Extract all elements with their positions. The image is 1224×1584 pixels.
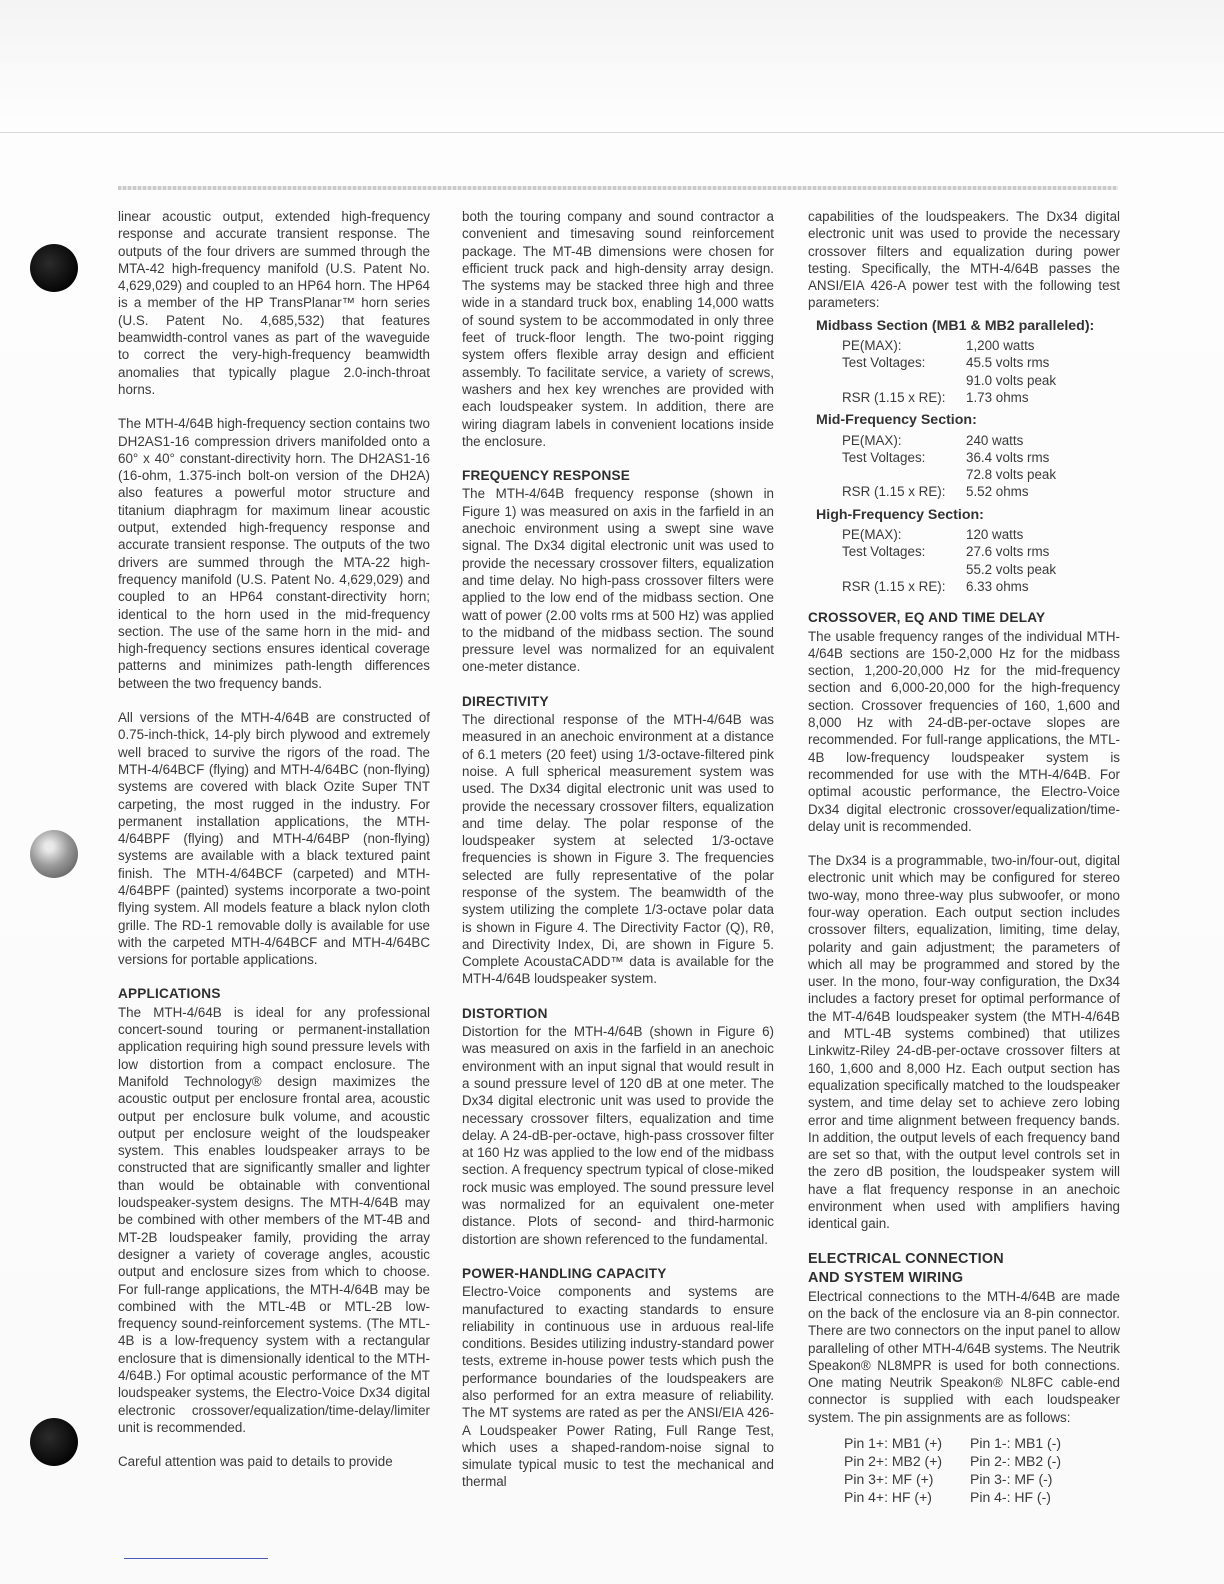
- paragraph: Distortion for the MTH-4/64B (shown in Figure 6) was measured on axis in the farfield in an anechoic environment with an input signal that would result in a sound pressure level of 120 dB at one meter. The Dx34 digital electronic unit was used to provide the necessary crossover filters, equalization and time delay. A 24-dB-per-octave, high-pass crossover filter at 160 Hz was applied to the low end of the midbass section. A frequency spectrum typical of close-miked rock music was employed. The sound pressure level was normalized for an equivalent one-meter distance. Plots of second- and third-harmonic distortion are shown referenced to the fundamental.: [462, 1024, 774, 1247]
- paragraph: capabilities of the loudspeakers. The Dx34 digital electronic unit was used to provide the necessary crossover filters and equalization during power testing. Specifically, the MTH-4/64B passes the ANSI/EIA 426-A power test with the following test parameters:: [808, 209, 1120, 311]
- spec-table-high: [808, 526, 1120, 595]
- spec-label: Test Voltages:: [842, 355, 926, 371]
- pin-cell: Pin 3-: MF (-): [970, 1471, 1053, 1487]
- paragraph: Electro-Voice components and systems are manufactured to exacting standards to ensure reliability in continuous use in arduous real-life conditions. Besides utilizing industry-standard power tests, extreme in-house power tests which push the performance boundaries of the loudspeakers are also performed for an extra measure of reliability. The MT systems are rated as per the ANSI/EIA 426-A Loudspeaker Power Rating, Full Range Test, which uses a shaped-random-noise signal to simulate typical music to test the mechanical and thermal: [462, 1284, 774, 1490]
- spec-value: 120 watts: [966, 527, 1024, 543]
- punch-hole-bottom: [30, 1418, 78, 1466]
- spec-value: 72.8 volts peak: [966, 467, 1057, 483]
- spec-value: 5.52 ohms: [966, 484, 1029, 500]
- punch-hole-top: [30, 244, 78, 292]
- pin-assignments: [844, 1434, 1120, 1505]
- spec-table-midbass: [808, 337, 1120, 406]
- paragraph: The MTH-4/64B is ideal for any professional concert-sound touring or permanent-installation application requiring high sound pressure levels with low distortion from a compact enclosure. The Manifold Technology® design maximizes the acoustic output per enclosure frontal area, acoustic output per enclosure bulk volume, and acoustic output per enclosure weight of the loudspeaker system. This enables loudspeaker arrays to be constructed that are significantly smaller and lighter than would be obtainable with conventional loudspeaker-system designs. The MTH-4/64B may be combined with other members of the MT-4B and MT-2B loudspeaker family, providing the array designer a variety of coverage angles, acoustic output and enclosure sizes from which to choose. For full-range applications, the MTH-4/64B may be combined with the MTL-4B or MTL-2B low-frequency sound-reinforcement systems. (The MTL-4B is a low-frequency system with a rectangular enclosure that is dimensionally identical to the MTH-4/64B.) For optimal acoustic performance of the MT loudspeaker systems, the Electro-Voice Dx34 digital electronic crossover/equalization/time-delay/limiter unit is recommended.: [118, 1004, 430, 1435]
- spec-value: 55.2 volts peak: [966, 561, 1057, 577]
- spec-title-high: High-Frequency Section:: [816, 506, 984, 523]
- paragraph: The directional response of the MTH-4/64B was measured in an anechoic environment at a distance of 6.1 meters (20 feet) using 1/3-octave-filtered pink noise. A full spherical measurement system was used. The Dx34 digital electronic unit was used to provide the necessary crossover filters, equalization and time delay. The polar response of the loudspeaker system at selected 1/3-octave frequencies is shown in Figure 3. The frequencies selected are fully representative of the polar response of the system. The beamwidth of the system utilizing the complete 1/3-octave polar data is shown in Figure 4. The Directivity Factor (Q), Rθ, and Directivity Index, Di, are shown in Figure 5. Complete AcoustaCADD™ data is available for the MTH-4/64B loudspeaker system.: [462, 712, 774, 987]
- column-2: [462, 208, 774, 1508]
- spec-value: 91.0 volts peak: [966, 372, 1057, 388]
- pin-cell: Pin 2+: MB2 (+): [844, 1453, 943, 1469]
- pin-cell: Pin 2-: MB2 (-): [970, 1453, 1062, 1469]
- pin-cell: Pin 4+: HF (+): [844, 1489, 932, 1505]
- paragraph: The MTH-4/64B frequency response (shown in Figure 1) was measured on axis in the farfield in an anechoic environment using a swept sine wave signal. The Dx34 digital electronic unit was used to provide the necessary crossover filters, equalization and time delay. No high-pass crossover filters were applied to the low end of the midbass section. One watt of power (2.00 volts rms at 500 Hz) was applied to the midband of the midbass section. The sound pressure level was normalized for an equivalent one-meter distance.: [462, 486, 774, 675]
- section-heading-crossover: CROSSOVER, EQ AND TIME DELAY: [808, 610, 1046, 626]
- spec-title-midbass: Midbass Section (MB1 & MB2 paralleled):: [816, 317, 1095, 334]
- spec-value: 45.5 volts rms: [966, 355, 1050, 371]
- paragraph: Careful attention was paid to details to provide: [118, 1454, 393, 1470]
- paragraph: The Dx34 is a programmable, two-in/four-out, digital electronic unit which may be configured for stereo two-way, mono three-way plus subwoofer, or mono four-way operation. Each output section includes crossover filters, equalization, limiting, time delay, polarity and gain adjustment; the parameters of which all may be programmed and stored by the user. In the mono, four-way configuration, the Dx34 includes a factory preset for optimal performance of the MT-4/64B loudspeaker system (the MTH-4/64B and MTL-4B systems combined) that utilizes Linkwitz-Riley 24-dB-per-octave crossover filters at 160, 1,600 and 8,000 Hz. Each output section has equalization specifically matched to the loudspeaker system, and time delay set to achieve zero lobing error and time alignment between frequency bands. In addition, the output levels of each frequency band are set so that, with the output level controls set in the zero dB position, the loudspeaker system will have a flat frequency response in an anechoic environment when used with amplifiers having identical gain.: [808, 853, 1120, 1232]
- paragraph: Electrical connections to the MTH-4/64B are made on the back of the enclosure via an 8-pin connector. There are two connectors on the input panel to allow paralleling of other MTH-4/64B systems. The Neutrik Speakon® NL8MPR is used for both connections. One mating Neutrik Speakon® NL8FC cable-end connector is supplied with each loudspeaker system. The pin assignments are as follows:: [808, 1288, 1120, 1425]
- pin-cell: Pin 4-: HF (-): [970, 1489, 1051, 1505]
- section-heading-directivity: DIRECTIVITY: [462, 693, 549, 709]
- spec-label: PE(MAX):: [842, 527, 902, 543]
- header-rule: [118, 186, 1118, 190]
- column-1: [118, 208, 430, 1487]
- spec-label: RSR (1.15 x RE):: [842, 484, 946, 500]
- section-heading-distortion: DISTORTION: [462, 1005, 548, 1021]
- spec-label: PE(MAX):: [842, 338, 902, 354]
- spec-label: RSR (1.15 x RE):: [842, 578, 946, 594]
- pin-cell: Pin 3+: MF (+): [844, 1471, 934, 1487]
- pin-row: [844, 1470, 1120, 1488]
- spec-value: 240 watts: [966, 432, 1024, 448]
- spec-value: 1.73 ohms: [966, 389, 1029, 405]
- bottom-rule: [124, 1558, 268, 1559]
- punch-hole-middle: [30, 830, 78, 878]
- section-heading-power-handling: POWER-HANDLING CAPACITY: [462, 1265, 667, 1281]
- pin-cell: Pin 1+: MB1 (+): [844, 1435, 943, 1451]
- spec-value: 1,200 watts: [966, 338, 1035, 354]
- spec-value: 27.6 volts rms: [966, 544, 1050, 560]
- paragraph: both the touring company and sound contractor a convenient and timesaving sound reinforcement package. The MT-4B dimensions were chosen for efficient truck pack and high-density array design. The systems may be stacked three high and three wide in a standard truck box, enabling 14,000 watts of sound system to be accommodated in only three feet of truck-floor length. The two-point rigging system offers flexible array design and efficient assembly. To facilitate service, a variety of screws, washers and hex key wrenches are provided with each loudspeaker system. In addition, there are wiring diagram labels in convenient locations inside the enclosure.: [462, 209, 774, 449]
- spec-value: 6.33 ohms: [966, 578, 1029, 594]
- pin-row: [844, 1434, 1120, 1452]
- spec-label: Test Voltages:: [842, 544, 926, 560]
- paragraph: All versions of the MTH-4/64B are constructed of 0.75-inch-thick, 14-ply birch plywood and extremely well braced to survive the rigors of the road. The MTH-4/64BCF (flying) and MTH-4/64BC (non-flying) systems are covered with black Ozite Super TNT carpeting, the most rugged in the industry. For permanent installation applications, the MTH-4/64BPF (flying) and MTH-4/64BP (non-flying) systems are available with a black textured paint finish. The MTH-4/64BCF (carpeted) and MTH-4/64BPF (painted) systems incorporate a two-point flying system. All models feature a black nylon cloth grille. The RD-1 removable dolly is available for use with the carpeted MTH-4/64BCF and MTH-4/64BC versions for portable applications.: [118, 710, 430, 968]
- paragraph: The MTH-4/64B high-frequency section contains two DH2AS1-16 compression drivers manifolded onto a 60° x 40° constant-directivity horn. The DH2AS1-16 (16-ohm, 1.375-inch bolt-on version of the DH2A) also features a powerful motor structure and titanium diaphragm for maximum linear acoustic output, extended high-frequency response and accurate transient response. The outputs of the two drivers are summed through the MTA-22 high-frequency manifold (U.S. Patent No. 4,629,029) and coupled to an HP64 constant-directivity horn; identical to the horn used in the mid-frequency section. The use of the same horn in the mid- and high-frequency sections ensures identical coverage patterns and minimizes path-length differences between the two frequency bands.: [118, 416, 430, 691]
- pin-row: [844, 1452, 1120, 1470]
- pin-cell: Pin 1-: MB1 (-): [970, 1435, 1062, 1451]
- paragraph: linear acoustic output, extended high-frequency response and accurate transient response. The outputs of the four drivers are summed through the MTA-42 high-frequency manifold (U.S. Patent No. 4,629,029) and coupled to an HP64 horn. The HP64 is a member of the HP TransPlanar™ horn series (U.S. Patent No. 4,685,532) that features beamwidth-control vanes as part of the waveguide to correct the very-high-frequency beamwidth anomalies that typically plague 2.0-inch-throat horns.: [118, 209, 430, 397]
- spec-title-mid: Mid-Frequency Section:: [816, 412, 977, 429]
- section-heading-electrical-1: ELECTRICAL CONNECTION: [808, 1250, 1004, 1267]
- column-3: [808, 208, 1120, 1505]
- spec-label: PE(MAX):: [842, 432, 902, 448]
- paragraph: The usable frequency ranges of the individual MTH-4/64B sections are 150-2,000 Hz for the midbass section, 1,200-20,000 Hz for the mid-frequency section and 6,000-20,000 for the high-frequency section. Crossover frequencies of 160, 1,600 and 8,000 Hz with 24-dB-per-octave slopes are recommended. For full-range applications, the MTL-4B low-frequency loudspeaker system is recommended for use with the MTH-4/64B. For optimal acoustic performance, the Electro-Voice Dx34 digital electronic crossover/equalization/time-delay unit is recommended.: [808, 628, 1120, 834]
- spec-label: RSR (1.15 x RE):: [842, 389, 946, 405]
- section-heading-applications: APPLICATIONS: [118, 986, 221, 1002]
- spec-value: 36.4 volts rms: [966, 449, 1050, 465]
- section-heading-frequency-response: FREQUENCY RESPONSE: [462, 468, 631, 484]
- spec-table-mid: [808, 432, 1120, 501]
- spec-label: Test Voltages:: [842, 449, 926, 465]
- pin-row: [844, 1488, 1120, 1505]
- scan-edge: [0, 132, 1224, 133]
- section-heading-electrical-2: AND SYSTEM WIRING: [808, 1269, 964, 1286]
